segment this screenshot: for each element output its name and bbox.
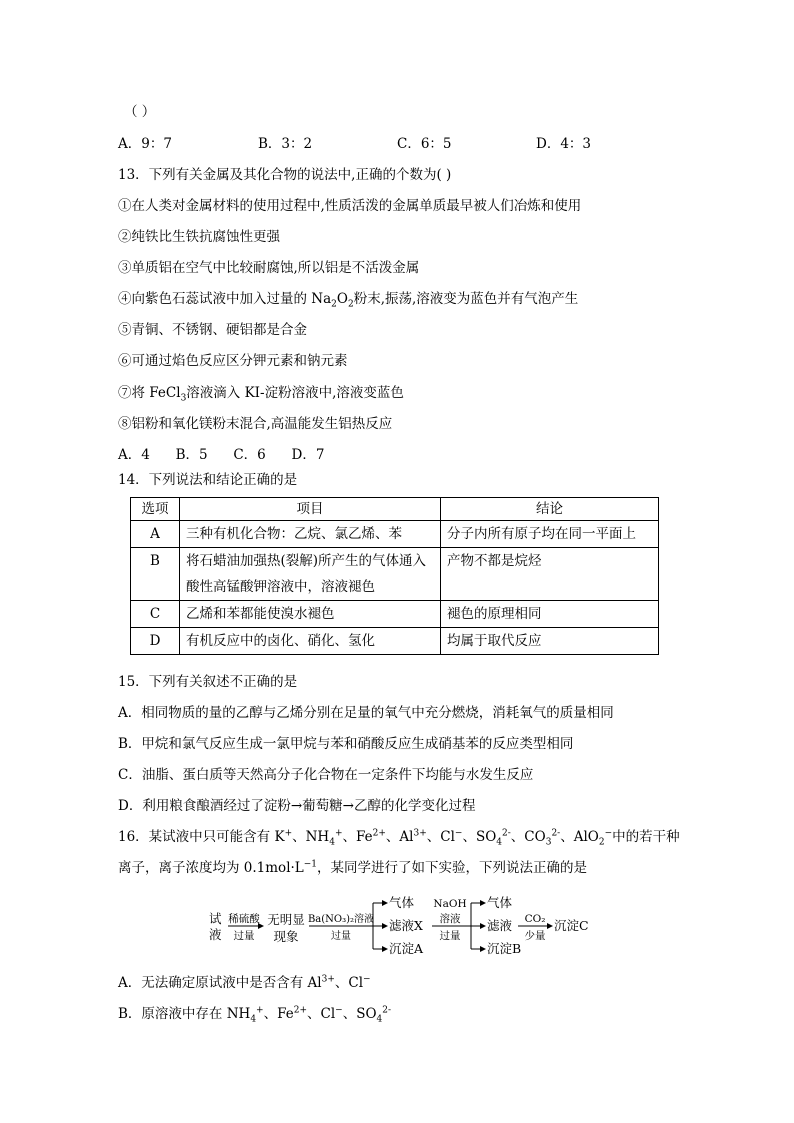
table-header-row [131,498,659,521]
flow-start-2: 液 [209,927,222,942]
table-header-cell: 选项 [131,498,180,521]
q16-option-a: A．无法确定原试液中是否含有 $Al^{3+}$、Cl− [118,974,371,991]
table-cell-conclusion: 均属于取代反应 [441,628,659,655]
table-cell-item: 三种有机化合物：乙烷、氯乙烯、苯 [180,521,441,548]
q12-option-d: D．4：3 [536,136,592,152]
q13-statement-1: ①在人类对金属材料的使用过程中,性质活泼的金属单质最早被人们冶炼和使用 [118,198,582,214]
table-row [131,521,659,548]
table-cell-item: 有机反应中的卤化、硝化、氢化 [180,628,441,655]
q16-stem-line1: 16．某试液中只可能含有 K+、$NH_4^+$、$Fe^{2+}$、$Al^{3+}$、Cl−、$SO_4^{2-}$、$CO_3^{2-}$、AlO$_2$−中的若干种 [118,828,680,848]
q13-statement-8: ⑧铝粉和氧化镁粉末混合,高温能发生铝热反应 [118,416,393,432]
flow-reagent-2-bottom: 过量 [331,931,351,942]
q12-option-b: B．3：2 [258,136,313,152]
q14-stem: 14．下列说法和结论正确的是 [118,472,298,488]
q13-statement-4: ④向紫色石蕊试液中加入过量的 $Na_2O_2$粉末,振荡,溶液变为蓝色并有气泡产生 [118,291,579,310]
flow-reagent-3-top: NaOH [433,898,467,910]
table-cell-conclusion: 褪色的原理相同 [441,601,659,628]
q15-option-c: C．油脂、蛋白质等天然高分子化合物在一定条件下均能与水发生反应 [118,767,534,783]
table-cell-conclusion: 产物不都是烷烃 [441,548,659,601]
flow-reagent-4-top: CO₂ [524,913,546,925]
flow-gas-1: 气体 [389,895,415,910]
table-cell-option: A [131,521,180,548]
flow-product-1-bottom: 现象 [273,929,299,944]
table-cell-option: D [131,628,180,655]
table-header-cell: 项目 [180,498,441,521]
table-row [131,548,659,601]
flow-reagent-4-bottom: 少量 [524,930,546,942]
q13-stem: 13．下列有关金属及其化合物的说法中,正确的个数为( ) [118,167,452,183]
flow-reagent-1-top: 稀硫酸 [228,913,260,925]
flow-reagent-1-bottom: 过量 [233,930,255,942]
q13-options: A．4 B．5 C．6 D．7 [118,447,325,463]
q13-statement-6: ⑥可通过焰色反应区分钾元素和钠元素 [118,353,348,369]
q16-stem-line2: 离子，离子浓度均为 $0.1mol\cdot L^{-1}$，某同学进行了如下实验，下列说法正确的是 [118,859,588,876]
q12-blank: （ ） [124,104,156,120]
q14-table [130,497,659,655]
flow-reagent-3-mid: 溶液 [439,913,461,925]
table-header-cell: 结论 [441,498,659,521]
q13-statement-7: ⑦将 FeCl$_3$溶液滴入 KI-淀粉溶液中,溶液变蓝色 [118,385,404,404]
table-cell-option: B [131,548,180,601]
flow-precipitate-c: 沉淀C [554,918,589,933]
table-cell-conclusion: 分子内所有原子均在同一平面上 [441,521,659,548]
q13-statement-3: ③单质铝在空气中比较耐腐蚀,所以铝是不活泼金属 [118,260,420,276]
flow-filtrate-x: 滤液X [389,918,423,933]
q15-option-d: D．利用粮食酿酒经过了淀粉→葡萄糖→乙醇的化学变化过程 [118,798,476,814]
q15-stem: 15．下列有关叙述不正确的是 [118,674,298,690]
flow-precipitate-b: 沉淀B [487,941,522,956]
table-cell-item: 将石蜡油加强热(裂解)所产生的气体通入 酸性高锰酸钾溶液中，溶液褪色 [180,548,441,601]
flow-reagent-3-bottom: 过量 [439,930,461,942]
q13-statement-5: ⑤青铜、不锈钢、硬铝都是合金 [118,322,307,338]
table-cell-option: C [131,601,180,628]
flow-filtrate: 滤液 [487,918,513,933]
flow-start-1: 试 [209,911,222,926]
q15-option-a: A．相同物质的量的乙醇与乙烯分别在足量的氧气中充分燃烧，消耗氧气的质量相同 [118,705,614,721]
table-cell-item: 乙烯和苯都能使溴水褪色 [180,601,441,628]
q12-option-a: A．9：7 [118,136,172,152]
q16-flow-diagram [205,893,605,959]
flow-precipitate-a: 沉淀A [389,941,424,956]
table-row [131,628,659,655]
table-row [131,601,659,628]
flow-reagent-2-top: Ba(NO₃)₂溶液 [307,914,375,925]
q16-option-b: B．原溶液中存在 $NH_4^+$、$Fe^{2+}$、Cl−、$SO_4^{2-}$ [118,1005,392,1025]
q15-option-b: B．甲烷和氯气反应生成一氯甲烷与苯和硝酸反应生成硝基苯的反应类型相同 [118,736,574,752]
q12-option-c: C．6：5 [397,136,452,152]
q13-statement-2: ②纯铁比生铁抗腐蚀性更强 [118,229,280,245]
flow-product-1-top: 无明显 [267,912,305,927]
flow-gas-2: 气体 [487,895,513,910]
